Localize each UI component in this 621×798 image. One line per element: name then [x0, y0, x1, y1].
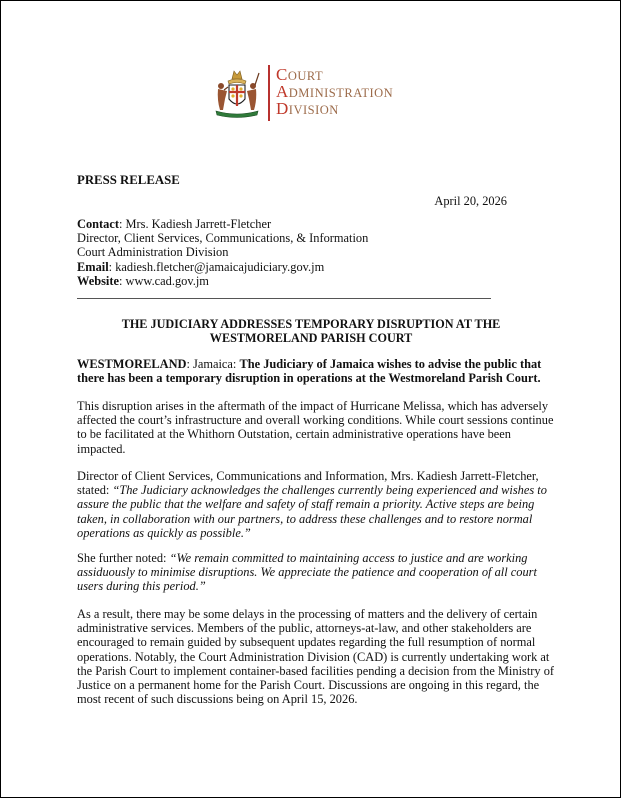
org-line-division: DIVISION — [276, 99, 339, 118]
text-line: This disruption arises in the aftermath of the impact of Hurricane Melissa, which has adversely — [77, 399, 549, 413]
contact-website: Website: www.cad.gov.jm — [77, 273, 209, 288]
press-release-label: PRESS RELEASE — [77, 173, 180, 187]
contact-block — [77, 217, 368, 288]
divider-line — [77, 298, 491, 299]
headline-line-1: THE JUDICIARY ADDRESSES TEMPORARY DISRUPTION AT THE — [121, 317, 501, 331]
contact-title: Director, Client Services, Communications, & Information — [77, 231, 369, 246]
text-line: encouraged to remain guided by subsequent updates regarding the full resumption of normal — [77, 635, 536, 650]
org-line-court: COURT — [276, 65, 324, 84]
jamaica-coat-of-arms-icon — [212, 65, 262, 121]
text-line: administrative services. Members of the public, attorneys-at-law, and other stakeholders are — [77, 621, 532, 636]
text-line: most recent of such discussions being on April 15, 2026. — [77, 692, 358, 707]
quote-line: taken, in collaboration with our partners, to address these challenges and to restore normal — [77, 511, 533, 526]
text-line: to be facilitated at the Whithorn Outstation, certain administrative operations have been — [77, 427, 511, 442]
quote-line: assiduously to minimise disruptions. We appreciate the patience and cooperation of all court — [77, 565, 537, 580]
release-date: April 20, 2026 — [434, 194, 507, 208]
text-line: affected the court’s infrastructure and overall working conditions. While court sessions continue — [77, 413, 554, 428]
paragraph-delays — [77, 607, 555, 707]
paragraph-director-statement — [77, 469, 547, 540]
intro-line-1: WESTMORELAND: Jamaica: The Judiciary of Jamaica wishes to advise the public that — [77, 357, 542, 371]
text-line: impacted. — [77, 441, 126, 456]
logo-divider — [268, 65, 270, 121]
organization-name — [276, 66, 416, 117]
intro-line-2: there has been a temporary disruption in operations at the Westmoreland Parish Court. — [77, 371, 541, 386]
org-line-administration: ADMINISTRATION — [276, 82, 394, 101]
text-line: stated: “The Judiciary acknowledges the challenges currently being experienced and wishes to — [77, 483, 547, 498]
quote-line: operations as quickly as possible.” — [77, 525, 251, 540]
paragraph-disruption — [77, 399, 554, 456]
headline-line-2: WESTMORELAND PARISH COURT — [209, 331, 413, 345]
quote-line: users during this period.” — [77, 579, 206, 594]
paragraph-further-noted — [77, 551, 547, 594]
text-line: She further noted: “We remain committed to maintaining access to justice and are working — [77, 551, 528, 565]
text-line: As a result, there may be some delays in the processing of matters and the delivery of certain — [77, 607, 538, 621]
text-line: Justice on a permanent home for the Parish Court. Discussions are ongoing in this regard, the — [77, 677, 540, 692]
contact-division: Court Administration Division — [77, 245, 229, 260]
text-line: operations. Notably, the Court Administration Division (CAD) is currently undertaking work at — [77, 649, 550, 664]
paragraph-intro — [77, 357, 547, 385]
text-line: the Parish Court to implement container-based facilities pending a decision from the Ministry of — [77, 663, 555, 678]
text-line: Director of Client Services, Communications and Information, Mrs. Kadiesh Jarrett-Fletcher, — [77, 469, 539, 483]
quote-line: assure the public that the welfare and safety of staff remain a priority. Active steps are being — [77, 497, 535, 512]
contact-line: Contact: Mrs. Kadiesh Jarrett-Fletcher — [77, 217, 272, 231]
contact-email: Email: kadiesh.fletcher@jamaicajudiciary.gov.jm — [77, 259, 325, 274]
